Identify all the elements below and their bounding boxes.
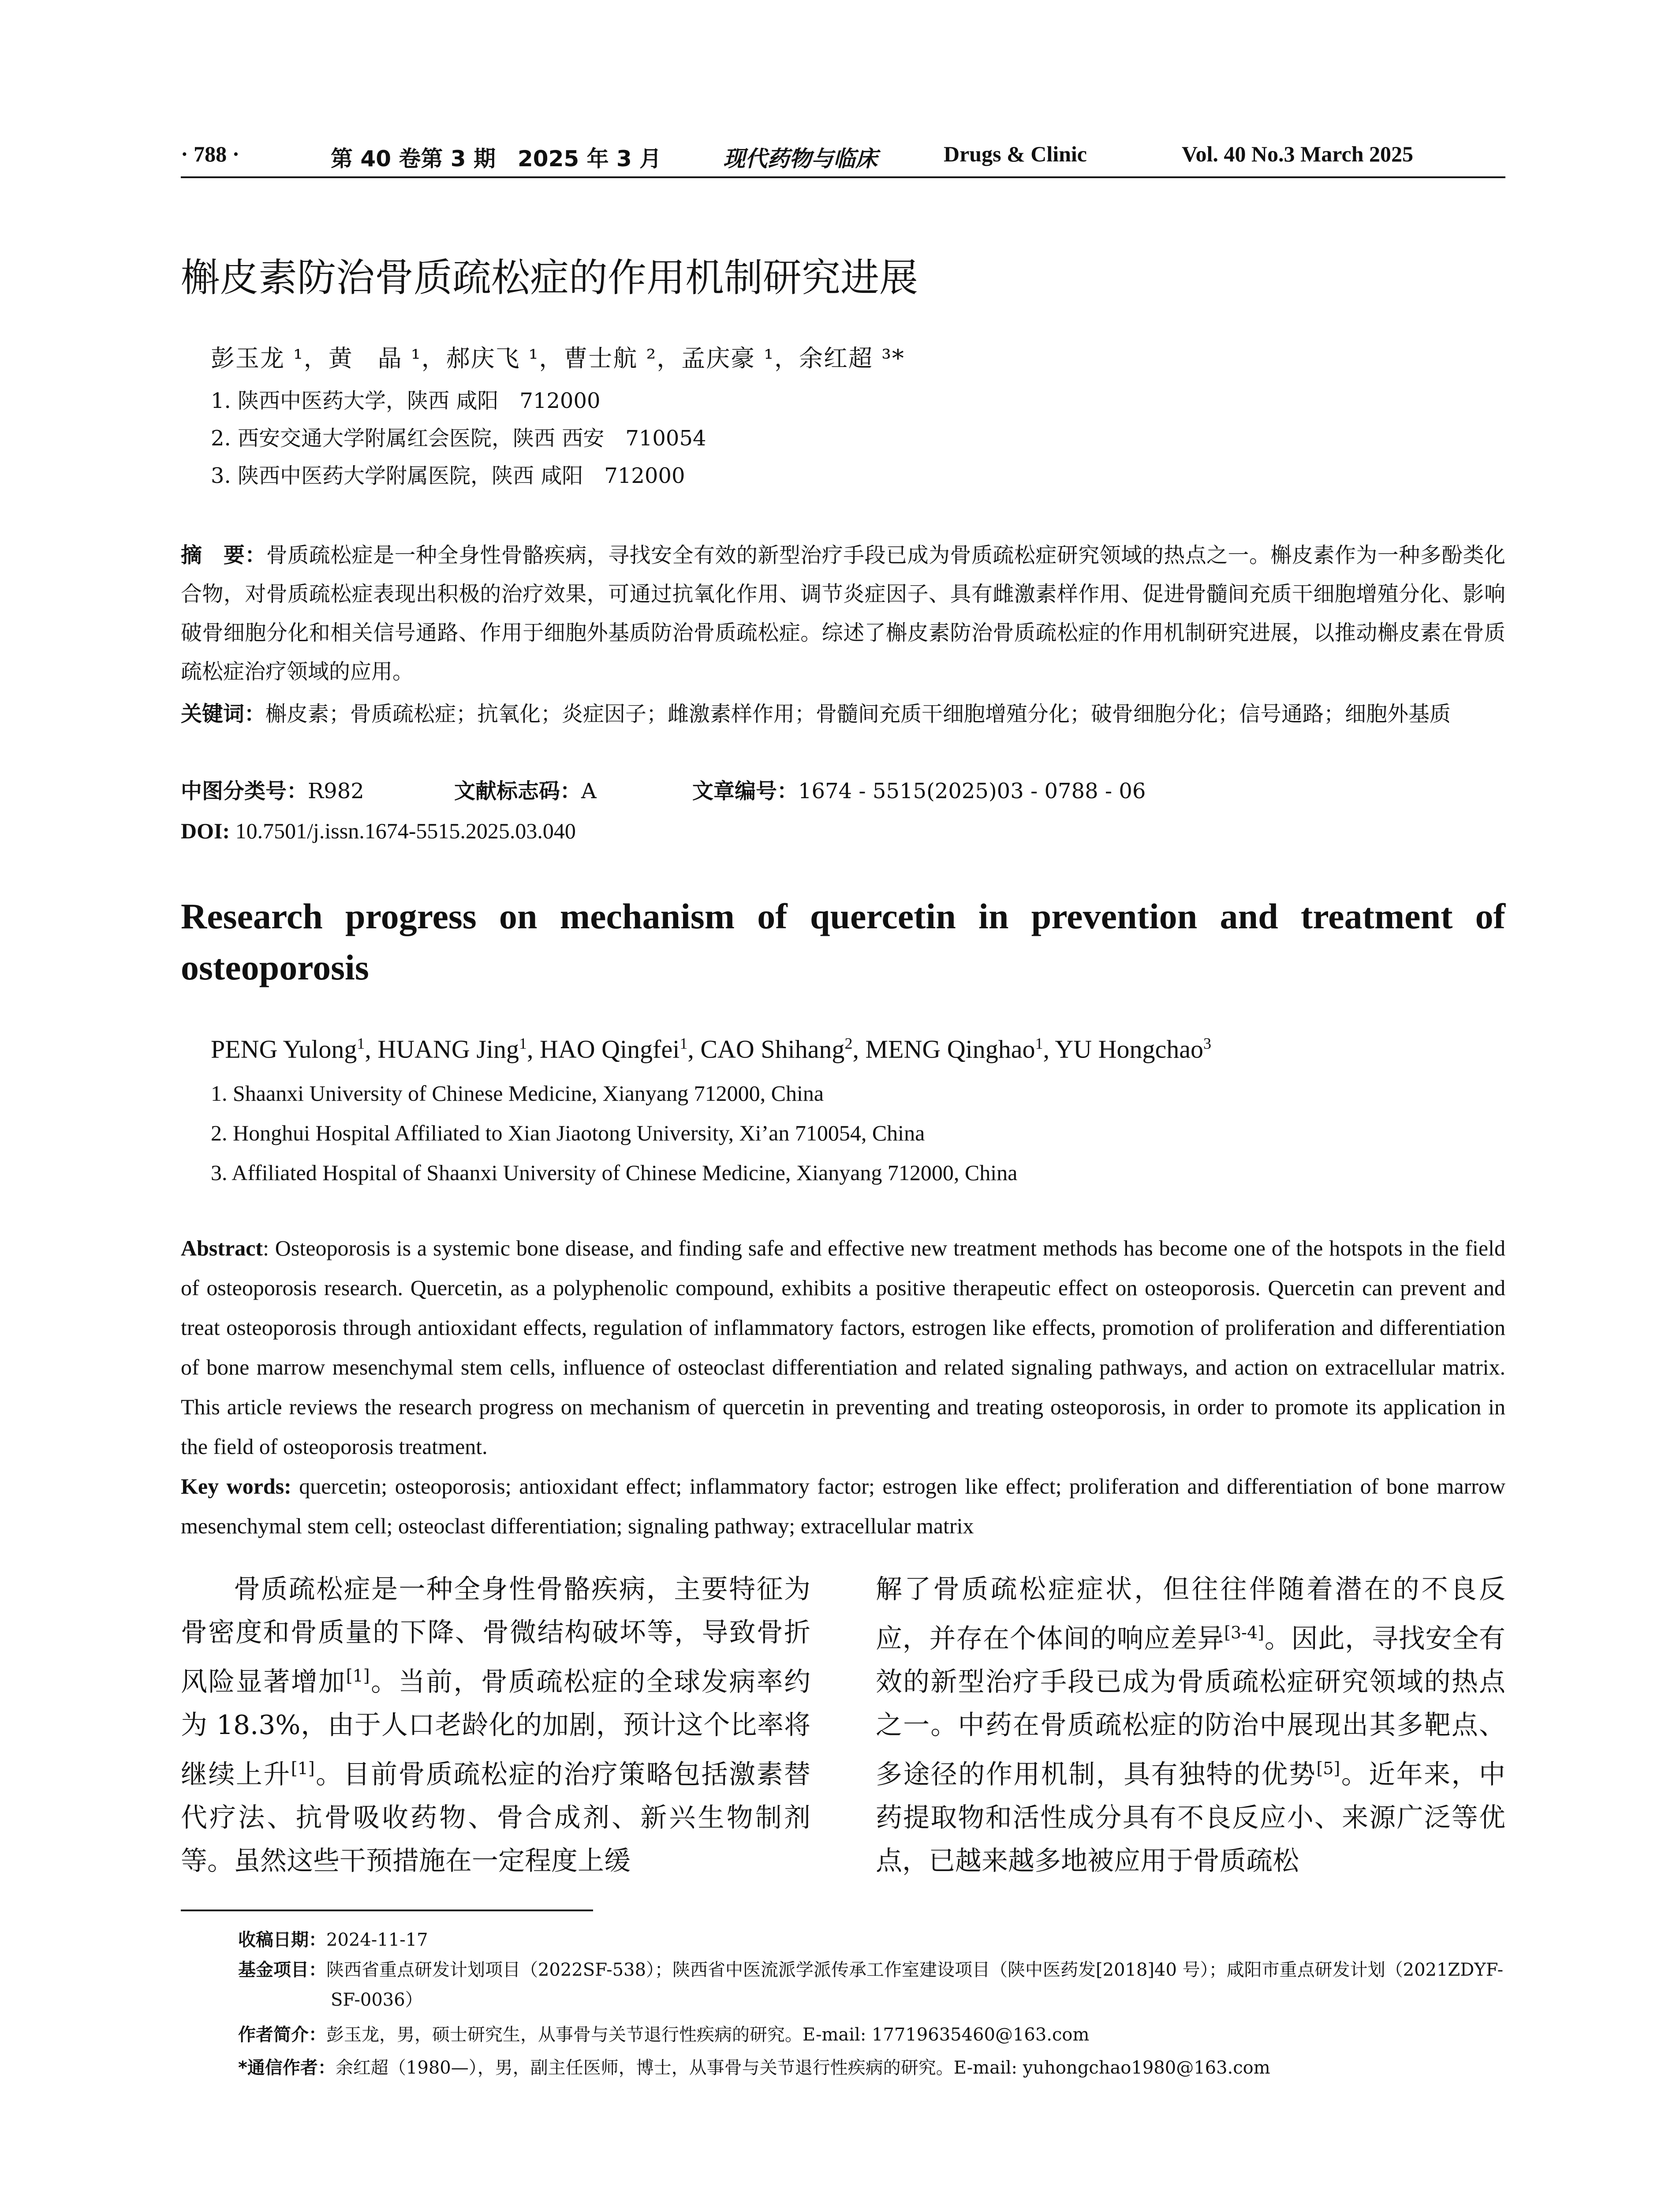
journal-name-en: Drugs & Clinic bbox=[944, 142, 1087, 166]
affiliation-en-1: 1. Shaanxi University of Chinese Medicine, Xianyang 712000, China bbox=[211, 1081, 824, 1106]
author-en-5: MENG Qinghao bbox=[865, 1035, 1035, 1064]
author-bio-label: 作者简介： bbox=[238, 2025, 326, 2045]
article-number bbox=[692, 774, 1146, 804]
footnote-funding bbox=[238, 1955, 1505, 2015]
citation-3: [3-4] bbox=[1224, 1623, 1264, 1642]
corresponding-label: *通信作者： bbox=[238, 2058, 336, 2078]
citation-4: [5] bbox=[1316, 1759, 1340, 1778]
header-rule bbox=[181, 176, 1505, 178]
affiliation-cn-1: 1. 陕西中医药大学，陕西 咸阳 712000 bbox=[211, 389, 601, 413]
clc-number bbox=[181, 774, 364, 804]
keywords-en-text: quercetin; osteoporosis; antioxidant effect; inflammatory factor; estrogen like effect; proliferation and differentiation of bone marrow mesenchymal stem cell; osteoclast differentiation; signaling pathway; extracellular matrix bbox=[181, 1474, 1505, 1538]
received-label: 收稿日期： bbox=[238, 1930, 326, 1950]
body-left-text-2: 。当前，骨质疏松症的全球发病率约为 18.3%，由于人口老龄化的加剧，预计这个比率将继续上升 bbox=[181, 1667, 811, 1790]
issue-info-en: Vol. 40 No.3 March 2025 bbox=[1182, 142, 1413, 166]
author-en-1-aff: 1 bbox=[357, 1035, 365, 1052]
doc-code-value: A bbox=[581, 779, 597, 804]
abstract-en bbox=[181, 1228, 1505, 1466]
author-en-6: YU Hongchao bbox=[1055, 1035, 1203, 1064]
body-left-text-3: 。目前骨质疏松症的治疗策略包括激素替代疗法、抗骨吸收药物、骨合成剂、新兴生物制剂等。虽然这些干预措施在一定程度上缓 bbox=[181, 1759, 811, 1876]
author-en-4: CAO Shihang bbox=[700, 1035, 845, 1064]
abstract-cn-label: 摘 要： bbox=[181, 543, 266, 568]
body-right-text-2: 。因此，寻找安全有效的新型治疗手段已成为骨质疏松症研究领域的热点之一。中药在骨质疏松症的防治中展现出其多靶点、多途径的作用机制，具有独特的优势 bbox=[876, 1623, 1506, 1790]
author-en-2-aff: 1 bbox=[519, 1035, 527, 1052]
affiliation-cn-2: 2. 西安交通大学附属红会医院，陕西 西安 710054 bbox=[211, 426, 706, 451]
doi bbox=[181, 818, 576, 844]
body-right-text-3: 。近年来，中药提取物和活性成分具有不良反应小、来源广泛等优点，已越来越多地被应用于骨质疏松 bbox=[876, 1759, 1506, 1876]
body-left-text-1: 骨质疏松症是一种全身性骨骼疾病，主要特征为骨密度和骨质量的下降、骨微结构破坏等，导致骨折风险显著增加 bbox=[181, 1574, 810, 1697]
abstract-en-text: : Osteoporosis is a systemic bone disease, and finding safe and effective new treatment methods has become one of the hotspots in the field of osteoporosis research. Quercetin, as a polyphenolic compound, exhibits a positive therapeutic effect on osteoporosis. Quercetin can prevent and treat osteoporosis through antioxidant effects, regulation of inflammatory factors, estrogen like effects, promotion of proliferation and differentiation of bone marrow mesenchymal stem cells, influence of osteoclast differentiation and related signaling pathways, and action on extracellular matrix. This article reviews the research progress on mechanism of quercetin in preventing and treating osteoporosis, in order to promote its application in the field of osteoporosis treatment. bbox=[181, 1236, 1505, 1459]
doc-code-label: 文献标志码： bbox=[454, 779, 582, 804]
article-no-value: 1674 - 5515(2025)03 - 0788 - 06 bbox=[798, 779, 1146, 804]
affiliation-cn-3: 3. 陕西中医药大学附属医院，陕西 咸阳 712000 bbox=[211, 463, 685, 488]
footnote-corresponding bbox=[238, 2053, 1505, 2083]
author-en-1: PENG Yulong bbox=[211, 1035, 357, 1064]
author-en-4-aff: 2 bbox=[844, 1035, 853, 1052]
body-right-text-1: 解了骨质疏松症症状，但往往伴随着潜在的不良反应，并存在个体间的响应差异 bbox=[876, 1574, 1505, 1654]
article-title-cn: 槲皮素防治骨质疏松症的作用机制研究进展 bbox=[181, 255, 918, 300]
page-number: · 788 · bbox=[181, 142, 240, 166]
journal-name-cn: 现代药物与临床 bbox=[723, 146, 877, 172]
footnote-author bbox=[238, 2020, 1505, 2050]
article-no-label: 文章编号： bbox=[692, 779, 799, 804]
body-column-right bbox=[876, 1568, 1505, 1883]
footnote-received bbox=[238, 1925, 1505, 1955]
funding-value: 陕西省重点研发计划项目（2022SF-538）；陕西省中医流派学派传承工作室建设项目（陕中医药发[2018]40 号）；咸阳市重点研发计划（2021ZDYF-SF-0036） bbox=[326, 1960, 1504, 2010]
affiliation-en-3: 3. Affiliated Hospital of Shaanxi University of Chinese Medicine, Xianyang 712000, China bbox=[211, 1160, 1018, 1185]
abstract-cn bbox=[181, 536, 1505, 691]
clc-value: R982 bbox=[308, 779, 364, 804]
keywords-en bbox=[181, 1466, 1505, 1546]
doi-value: 10.7501/j.issn.1674-5515.2025.03.040 bbox=[230, 818, 576, 843]
author-en-3: HAO Qingfei bbox=[540, 1035, 680, 1064]
author-bio-value: 彭玉龙，男，硕士研究生，从事骨与关节退行性疾病的研究。E-mail: 17719635460@163.com bbox=[326, 2025, 1090, 2045]
author-en-2: HUANG Jing bbox=[377, 1035, 519, 1064]
doi-label: DOI: bbox=[181, 818, 230, 843]
authors-cn: 彭玉龙 ¹，黄 晶 ¹，郝庆飞 ¹，曹士航 ²，孟庆豪 ¹，余红超 ³* bbox=[211, 344, 905, 372]
keywords-cn-text: 槲皮素；骨质疏松症；抗氧化；炎症因子；雌激素样作用；骨髓间充质干细胞增殖分化；破骨细胞分化；信号通路；细胞外基质 bbox=[265, 702, 1451, 726]
funding-label: 基金项目： bbox=[238, 1960, 326, 1980]
keywords-cn-label: 关键词： bbox=[181, 702, 266, 726]
article-title-en: Research progress on mechanism of quercetin in prevention and treatment of osteoporosis bbox=[181, 896, 1505, 987]
affiliation-en-2: 2. Honghui Hospital Affiliated to Xian Jiaotong University, Xi’an 710054, China bbox=[211, 1121, 925, 1145]
author-en-5-aff: 1 bbox=[1035, 1035, 1043, 1052]
keywords-en-label: Key words: bbox=[181, 1474, 291, 1499]
author-en-3-aff: 1 bbox=[679, 1035, 688, 1052]
citation-1: [1] bbox=[346, 1666, 370, 1686]
corresponding-value: 余红超（1980—），男，副主任医师，博士，从事骨与关节退行性疾病的研究。E-mail: yuhongchao1980@163.com bbox=[335, 2058, 1270, 2078]
authors-en: PENG Yulong$^1$, HUANG Jing$^1$, HAO Qingfei$^1$, CAO Shihang$^2$, MENG Qinghao$^1$, YU Hongchao$^3$ bbox=[211, 1035, 1211, 1064]
abstract-en-label: Abstract bbox=[181, 1236, 263, 1260]
document-code bbox=[454, 774, 597, 804]
abstract-cn-text: 骨质疏松症是一种全身性骨骼疾病，寻找安全有效的新型治疗手段已成为骨质疏松症研究领域的热点之一。槲皮素作为一种多酚类化合物，对骨质疏松症表现出积极的治疗效果，可通过抗氧化作用、调节炎症因子、具有雌激素样作用、促进骨髓间充质干细胞增殖分化、影响破骨细胞分化和相关信号通路、作用于细胞外基质防治骨质疏松症。综述了槲皮素防治骨质疏松症的作用机制研究进展，以推动槲皮素在骨质疏松症治疗领域的应用。 bbox=[181, 543, 1505, 684]
body-column-left bbox=[181, 1568, 810, 1883]
author-en-6-aff: 3 bbox=[1203, 1035, 1211, 1052]
footnote-rule bbox=[181, 1910, 593, 1911]
keywords-cn bbox=[181, 695, 1505, 733]
clc-label: 中图分类号： bbox=[181, 779, 308, 804]
received-value: 2024-11-17 bbox=[326, 1930, 428, 1950]
issue-info-cn: 第 40 卷第 3 期 2025 年 3 月 bbox=[331, 146, 662, 172]
citation-2: [1] bbox=[291, 1759, 315, 1778]
